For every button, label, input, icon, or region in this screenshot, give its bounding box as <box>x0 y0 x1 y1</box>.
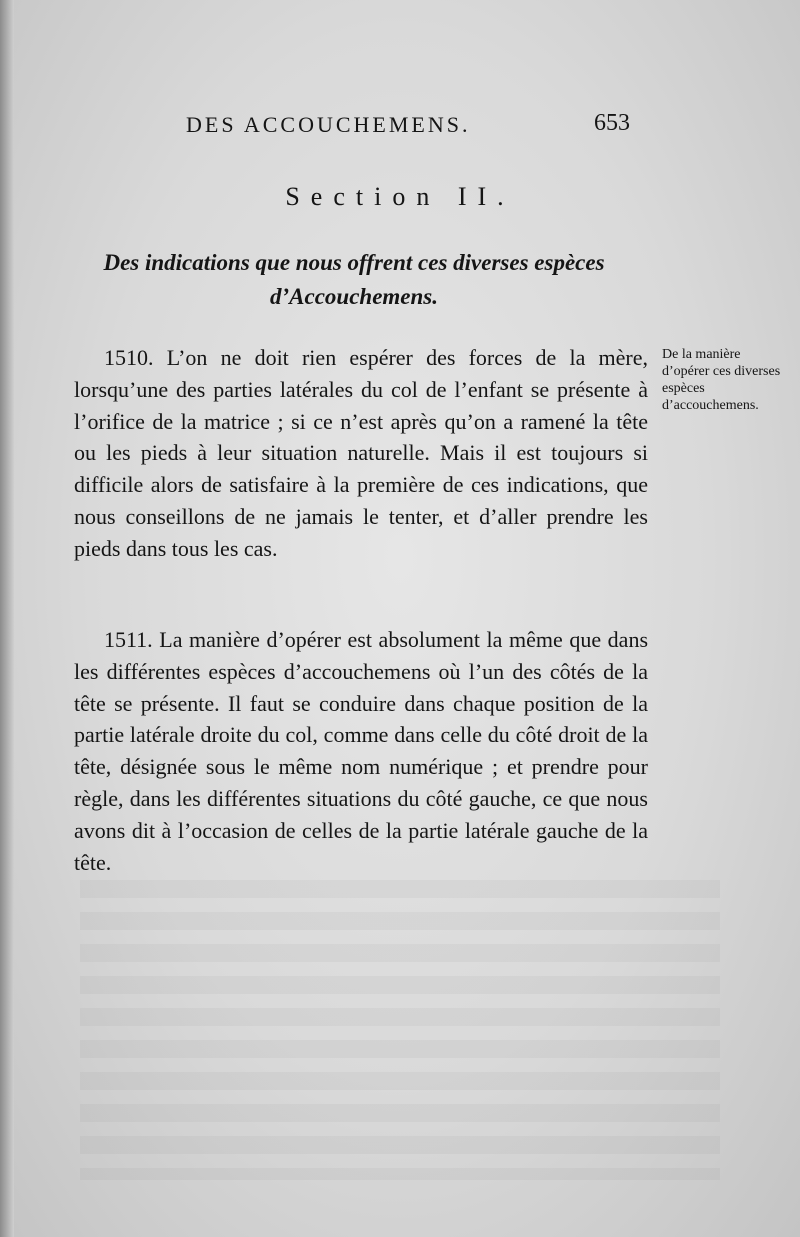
section-subtitle: Des indications que nous offrent ces diverses espèces d’Accouchemens. <box>103 250 605 309</box>
section-heading: Section II. <box>285 182 515 211</box>
margin-note: De la manière d’opérer ces diverses espèces d’accouchemens. <box>662 347 781 413</box>
page-number: 653 <box>594 110 630 136</box>
running-title: DES ACCOUCHEMENS. <box>186 112 471 137</box>
paragraph-1510: 1510. L’on ne doit rien espérer des forces de la mère, lorsqu’une des parties latérales du col de l’enfant se présente à l’orifice de la matrice ; si ce n’est après qu’on a ramené la tête ou les pieds à leur situation naturelle. Mais il est toujours si difficile alors de satisfaire à la première de ces indications, que nous conseillons de ne jamais le tenter, et d’aller prendre les pieds dans tous les cas. <box>74 345 648 561</box>
running-header <box>186 112 646 146</box>
paragraph-1511: 1511. La manière d’opérer est absolument la même que dans les différentes espèces d’accouchemens où l’un des côtés de la tête se présente. Il faut se conduire dans chaque position de la partie latérale droite du col, comme dans celle du côté droit de la tête, désignée sous le même nom numérique ; et prendre pour règle, dans les différentes situations du côté gauche, ce que nous avons dit à l’occasion de celles de la partie latérale gauche de la tête. <box>74 627 648 875</box>
bleed-through-texture <box>80 880 720 1180</box>
